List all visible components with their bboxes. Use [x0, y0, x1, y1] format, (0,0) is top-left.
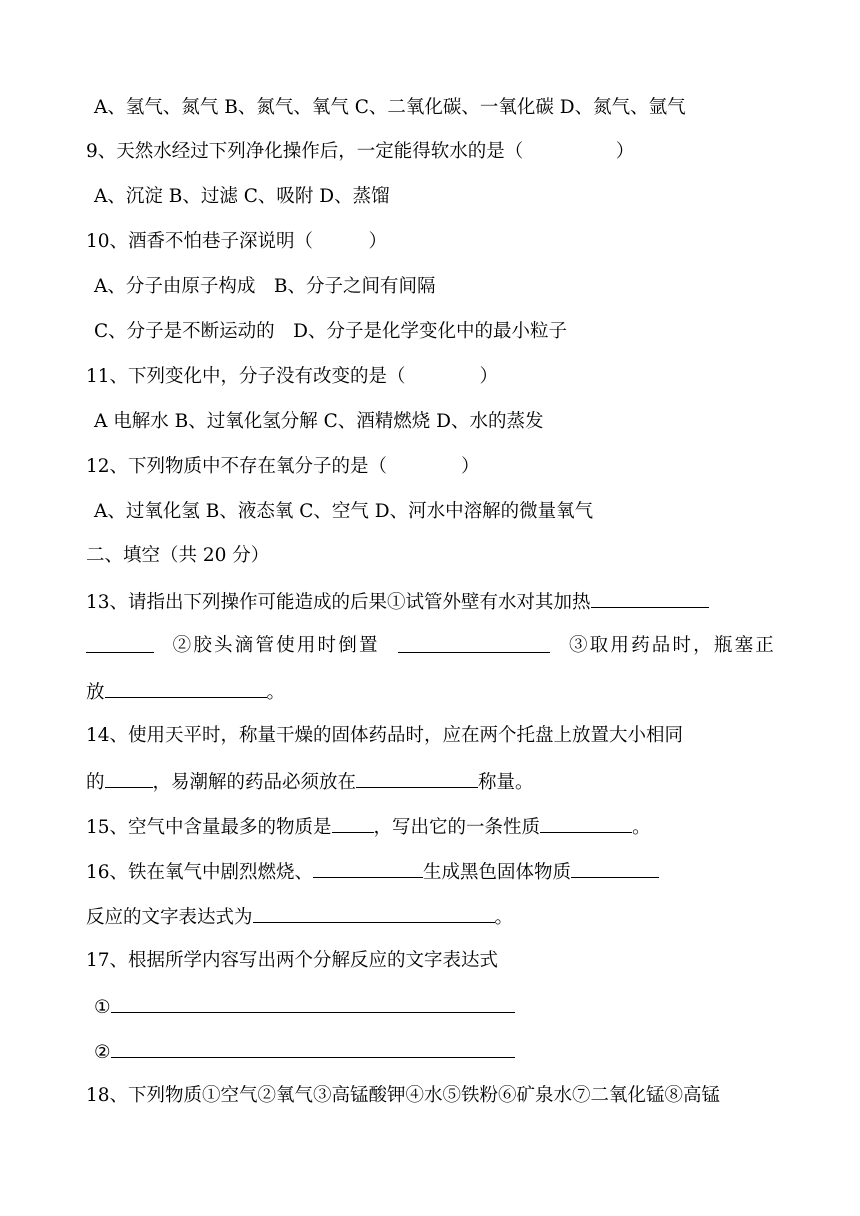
q15-text-mid: ，写出它的一条性质 [373, 817, 541, 838]
q14-text-b-mid: ，易潮解的药品必须放在 [152, 772, 357, 793]
q13-text-a: 13、请指出下列操作可能造成的后果①试管外壁有水对其加热 [86, 592, 591, 613]
q13-blank-2[interactable] [398, 634, 550, 653]
q15-blank-1[interactable] [332, 814, 374, 833]
q17-answer-1 [94, 994, 515, 1020]
q10-options-1: A、分子由原子构成 B、分子之间有间隔 [94, 276, 436, 297]
question-18: 18、下列物质①空气②氧气③高锰酸钾④水⑤铁粉⑥矿泉水⑦二氧化锰⑧高锰 [86, 1085, 721, 1106]
question-16-line2 [86, 904, 513, 930]
q16-blank-2[interactable] [571, 859, 659, 878]
question-13-line2 [86, 634, 776, 658]
question-13 [86, 589, 709, 615]
q14-blank-2[interactable] [356, 769, 478, 788]
q9-options: A、沉淀 B、过滤 C、吸附 D、蒸馏 [94, 186, 390, 207]
q14-blank-1[interactable] [105, 769, 153, 788]
q13-text-c-suffix: 。 [266, 682, 286, 703]
q15-text-suffix: 。 [632, 817, 651, 838]
question-11: 11、下列变化中，分子没有改变的是（ ） [86, 366, 499, 387]
q16-text-mid: 生成黑色固体物质 [423, 862, 572, 883]
q14-text-b-suffix: 称量。 [478, 772, 534, 793]
q13-text-b1: ②胶头滴管使用时倒置 [172, 635, 380, 656]
question-14: 14、使用天平时，称量干燥的固体药品时，应在两个托盘上放置大小相同 [86, 725, 684, 746]
q13-text-b2: ③取用药品时，瓶塞正 [568, 635, 776, 656]
question-9: 9、天然水经过下列净化操作后，一定能得软水的是（ ） [86, 141, 635, 162]
q8-options: A、氢气、氮气 B、氮气、氧气 C、二氧化碳、一氧化碳 D、氮气、氩气 [94, 97, 686, 118]
q11-options: A 电解水 B、过氧化氢分解 C、酒精燃烧 D、水的蒸发 [94, 411, 544, 432]
question-10: 10、酒香不怕巷子深说明（ ） [86, 231, 388, 252]
section-heading: 二、填空（共 20 分） [86, 545, 270, 566]
q16-blank-3[interactable] [253, 904, 495, 923]
q14-text-b-prefix: 的 [86, 772, 105, 793]
q16-text-prefix: 16、铁在氧气中剧烈燃烧、 [86, 862, 314, 883]
q17-item-2-marker: ② [94, 1042, 111, 1063]
q10-options-2: C、分子是不断运动的 D、分子是化学变化中的最小粒子 [94, 321, 567, 342]
q15-text-prefix: 15、空气中含量最多的物质是 [86, 817, 332, 838]
question-15 [86, 814, 651, 840]
q16-text-b-suffix: 。 [494, 907, 514, 928]
q16-blank-1[interactable] [313, 859, 423, 878]
q12-options: A、过氧化氢 B、液态氧 C、空气 D、河水中溶解的微量氧气 [94, 501, 594, 522]
question-12: 12、下列物质中不存在氧分子的是（ ） [86, 456, 480, 477]
question-14-line2 [86, 769, 534, 795]
q15-blank-2[interactable] [540, 814, 632, 833]
q17-blank-2[interactable] [111, 1039, 515, 1058]
q17-answer-2 [94, 1039, 515, 1065]
q13-blank-3[interactable] [105, 679, 267, 698]
q13-text-c-prefix: 放 [86, 682, 105, 703]
q13-blank-1-cont[interactable] [86, 634, 154, 653]
question-13-line3 [86, 679, 285, 705]
q17-blank-1[interactable] [111, 994, 515, 1013]
q16-text-b-prefix: 反应的文字表达式为 [86, 907, 253, 928]
question-16 [86, 859, 659, 885]
q13-blank-1[interactable] [591, 589, 709, 608]
q17-item-1-marker: ① [94, 997, 111, 1018]
question-17: 17、根据所学内容写出两个分解反应的文字表达式 [86, 950, 499, 971]
